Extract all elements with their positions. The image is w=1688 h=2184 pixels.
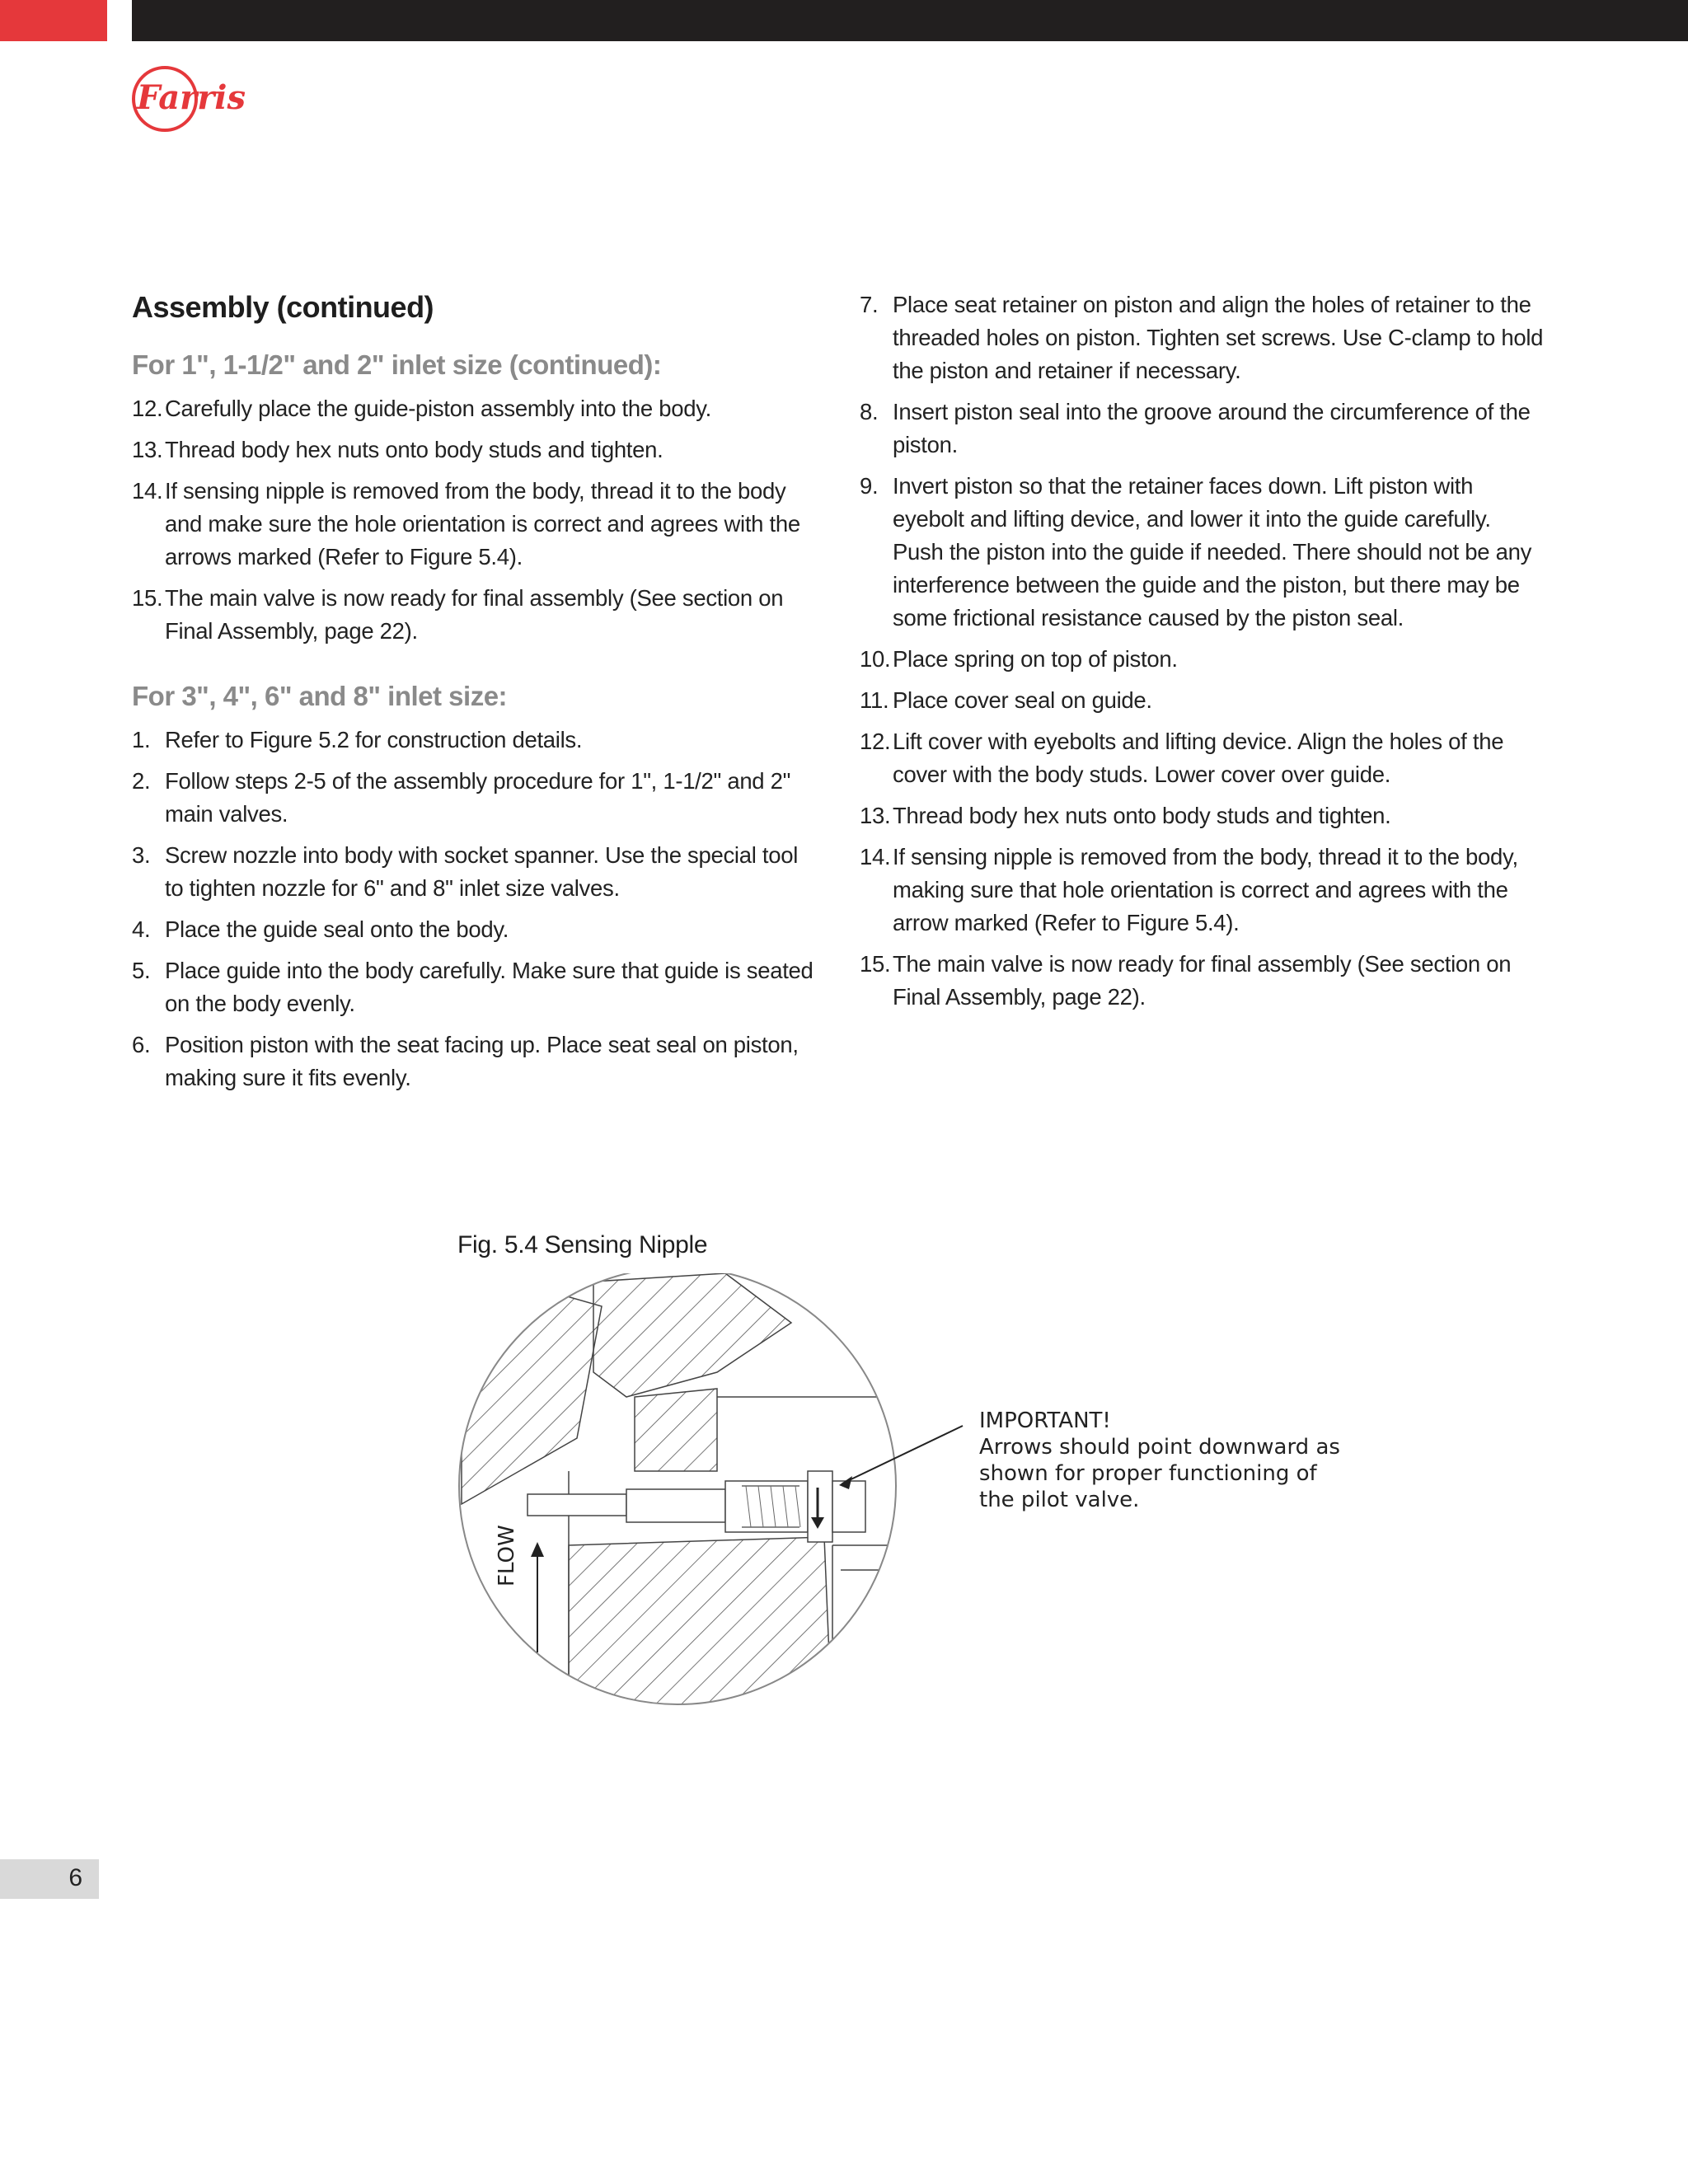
list-item: 12. Carefully place the guide-piston assembly into the body. [132, 396, 711, 421]
list-item: 14. If sensing nipple is removed from the body, thread it to the body and make sure the hole orientation is correct and agrees with the arrows marked (Refer to Figure 5.4). [132, 478, 800, 569]
subheading-small-sizes: For 1", 1-1/2" and 2" inlet size (continued): [132, 349, 662, 380]
list-item: 13. Thread body hex nuts onto body studs and tighten. [860, 803, 1391, 828]
list-item: 5. Place guide into the body carefully. Make sure that guide is seated on the body evenly. [132, 958, 814, 1016]
list-item: 9. Invert piston so that the retainer faces down. Lift piston with eyebolt and lifting device, and lower it into the guide carefully. Push the piston into the guide if needed. There should not be any interference between the guide and the piston, but there may be some frictional resistance caused by the piston seal. [860, 473, 1532, 630]
flow-label: FLOW [495, 1525, 519, 1586]
svg-text:Farris: Farris [137, 78, 246, 117]
note-line: shown for proper functioning of [979, 1461, 1317, 1486]
left-column [132, 280, 816, 1103]
steps-continued [860, 288, 1544, 1014]
steps-large-sizes [132, 724, 816, 1094]
list-item: 1. Refer to Figure 5.2 for construction details. [132, 727, 583, 752]
list-item: 15. The main valve is now ready for final assembly (See section on Final Assembly, page 22). [860, 951, 1512, 1010]
list-item: 7. Place seat retainer on piston and align the holes of retainer to the threaded holes on piston. Tighten set screws. Use C-clamp to hold the piston and retainer if necessary. [860, 292, 1544, 383]
list-item: 15. The main valve is now ready for final assembly (See section on Final Assembly, page 22). [132, 585, 784, 644]
note-heading: IMPORTANT! [979, 1408, 1111, 1433]
list-item: 4. Place the guide seal onto the body. [132, 916, 509, 942]
header-red-bar [0, 0, 107, 41]
header-dark-bar [132, 0, 1688, 41]
farris-logo [122, 59, 254, 138]
list-item: 11. Place cover seal on guide. [860, 687, 1152, 713]
page-number: 6 [68, 1864, 82, 1891]
list-item: 6. Position piston with the seat facing up. Place seat seal on piston, making sure it fits evenly. [132, 1032, 799, 1090]
list-item: 12. Lift cover with eyebolts and lifting device. Align the holes of the cover with the body studs. Lower cover over guide. [860, 729, 1504, 787]
page-number-tab [0, 1859, 99, 1899]
steps-small-sizes [132, 392, 816, 648]
list-item: 2. Follow steps 2-5 of the assembly procedure for 1", 1-1/2" and 2" main valves. [132, 768, 791, 827]
list-item: 13. Thread body hex nuts onto body studs and tighten. [132, 437, 663, 462]
figure-caption: Fig. 5.4 Sensing Nipple [457, 1231, 708, 1258]
note-line: the pilot valve. [979, 1488, 1140, 1512]
list-item: 14. If sensing nipple is removed from the body, thread it to the body, making sure that hole orientation is correct and agrees with the arrow marked (Refer to Figure 5.4). [860, 844, 1518, 935]
section-title: Assembly (continued) [132, 290, 434, 324]
list-item: 8. Insert piston seal into the groove around the circumference of the piston. [860, 399, 1531, 457]
important-note [979, 1408, 1358, 1513]
right-column [860, 288, 1544, 1022]
list-item: 3. Screw nozzle into body with socket spanner. Use the special tool to tighten nozzle for 6" and 8" inlet size valves. [132, 842, 799, 901]
subheading-large-sizes: For 3", 4", 6" and 8" inlet size: [132, 681, 508, 711]
list-item: 10. Place spring on top of piston. [860, 646, 1178, 672]
note-line: Arrows should point downward as [979, 1435, 1340, 1460]
